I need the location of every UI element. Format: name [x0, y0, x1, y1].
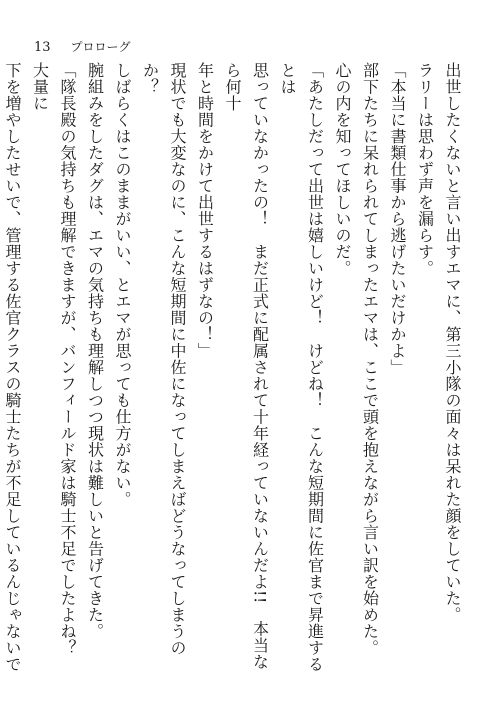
- text-line: 下を増やしたせいで、管理する佐官クラスの騎士たちが不足しているんじゃないで: [3, 62, 22, 673]
- text-line: 「本当に書類仕事から逃げたいだけかよ」: [388, 62, 407, 376]
- text-line: 「隊長殿の気持ちも理解できますが、バンフィールド家は騎士不足でしたよね？ 大量に: [30, 62, 77, 673]
- vertical-text-body: [3, 62, 466, 674]
- text-line: 「あたしだって出世は嬉しいけど！ けどね！ こんな短期間に佐官まで昇進するとは: [278, 62, 325, 673]
- text-line: しばらくはこのままがいい、とエマが思っても仕方がない。: [113, 62, 132, 508]
- chapter-title: プロローグ: [70, 40, 131, 54]
- text-line: 思っていなかったの！ まだ正式に配属されて十年経っていないんだよ!! 本当なら何十: [223, 62, 270, 670]
- text-line: 心の内を知ってほしいのだ。: [333, 62, 352, 277]
- text-line: 出世したくないと言い出すエマに、第三小隊の面々は呆れた顔をしていた。: [443, 62, 462, 623]
- text-line: 部下たちに呆れられてしまったエマは、ここで頭を抱えながら言い訳を始めた。: [360, 62, 380, 656]
- text-line: 腕組みをしたダグは、エマの気持ちも理解しつつ現状は難しいと告げてきた。: [85, 62, 105, 640]
- text-line: 年と時間をかけて出世するはずなの！」: [195, 62, 215, 359]
- page-number: 13: [34, 40, 51, 55]
- page-header: [34, 38, 131, 55]
- text-line: ラリーは思わず声を漏らす。: [415, 62, 435, 277]
- text-line: 現状でも大変なのに、こんな短期間に中佐になってしまえばどうなってしまうのか？: [140, 62, 187, 656]
